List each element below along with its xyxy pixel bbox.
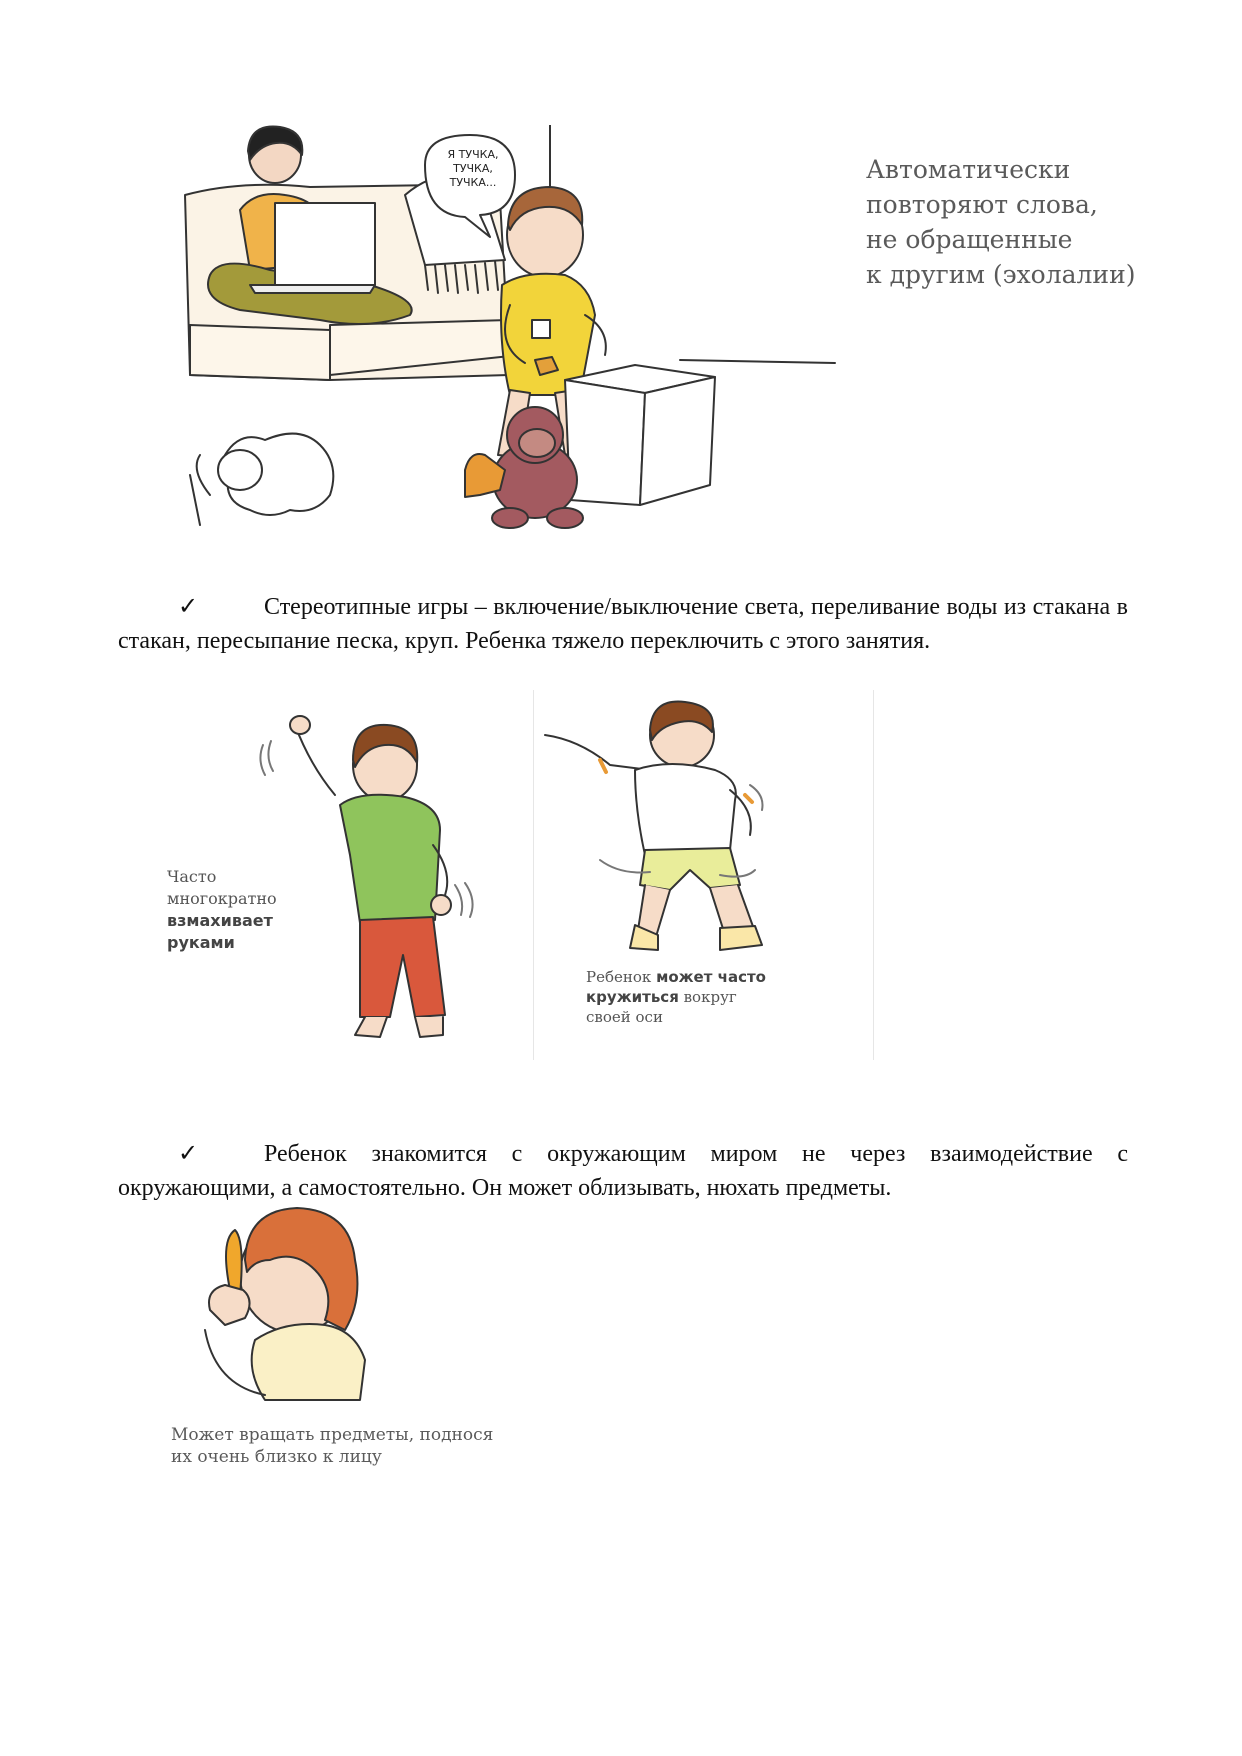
illustration-spinning: [540, 700, 840, 960]
caption-hand-flapping: [167, 866, 277, 954]
caption-line: своей оси: [586, 1008, 663, 1026]
caption-line: [586, 988, 766, 1008]
caption-text-bold: кружиться: [586, 988, 679, 1006]
caption-line: не обращенные: [866, 225, 1073, 254]
caption-line-bold: взмахивает: [167, 911, 273, 930]
caption-text: вокруг: [678, 988, 737, 1006]
paragraph-text: Стереотипные игры – включение/выключение света, переливание воды из стакана в стакан, пересыпание песка, круп. Ребенка тяжело переключить с этого занятия.: [118, 594, 1128, 654]
caption-line: к другим (эхолалии): [866, 260, 1136, 289]
paragraph-stereotyped-games: [118, 590, 1128, 658]
speech-line: ТУЧКА,: [453, 162, 493, 175]
speech-line: ТУЧКА...: [449, 176, 497, 189]
caption-spinning: [586, 968, 766, 1027]
illustration-hand-flapping: [255, 705, 515, 1055]
caption-line: Может вращать предметы, поднося: [171, 1425, 494, 1445]
caption-text: Ребенок: [586, 968, 657, 986]
checkmark-icon: ✓: [178, 1141, 199, 1167]
caption-line: Часто: [167, 867, 217, 886]
caption-line: повторяют слова,: [866, 190, 1098, 219]
caption-line: Автоматически: [866, 155, 1071, 184]
caption-text-bold: может часто: [656, 968, 766, 986]
caption-echolalia: [866, 152, 1135, 292]
image-border-right: [873, 690, 874, 1060]
checkmark-icon: ✓: [178, 594, 199, 620]
image-border-left: [533, 690, 534, 1060]
caption-line: [586, 968, 766, 988]
speech-line: Я ТУЧКА,: [447, 148, 499, 161]
caption-line: их очень близко к лицу: [171, 1447, 382, 1467]
illustration-echolalia: [180, 125, 840, 585]
illustration-object-near-face: [185, 1200, 385, 1410]
caption-line: многократно: [167, 889, 277, 908]
caption-line-bold: руками: [167, 933, 235, 952]
paragraph-text: Ребенок знакомится с окружающим миром не через взаимодействие с окружающими, а самостоятельно. Он может облизывать, нюхать предметы.: [118, 1141, 1128, 1201]
speech-bubble-text: [438, 148, 508, 190]
caption-object-near-face: [171, 1424, 493, 1468]
paragraph-self-exploration: [118, 1137, 1128, 1205]
